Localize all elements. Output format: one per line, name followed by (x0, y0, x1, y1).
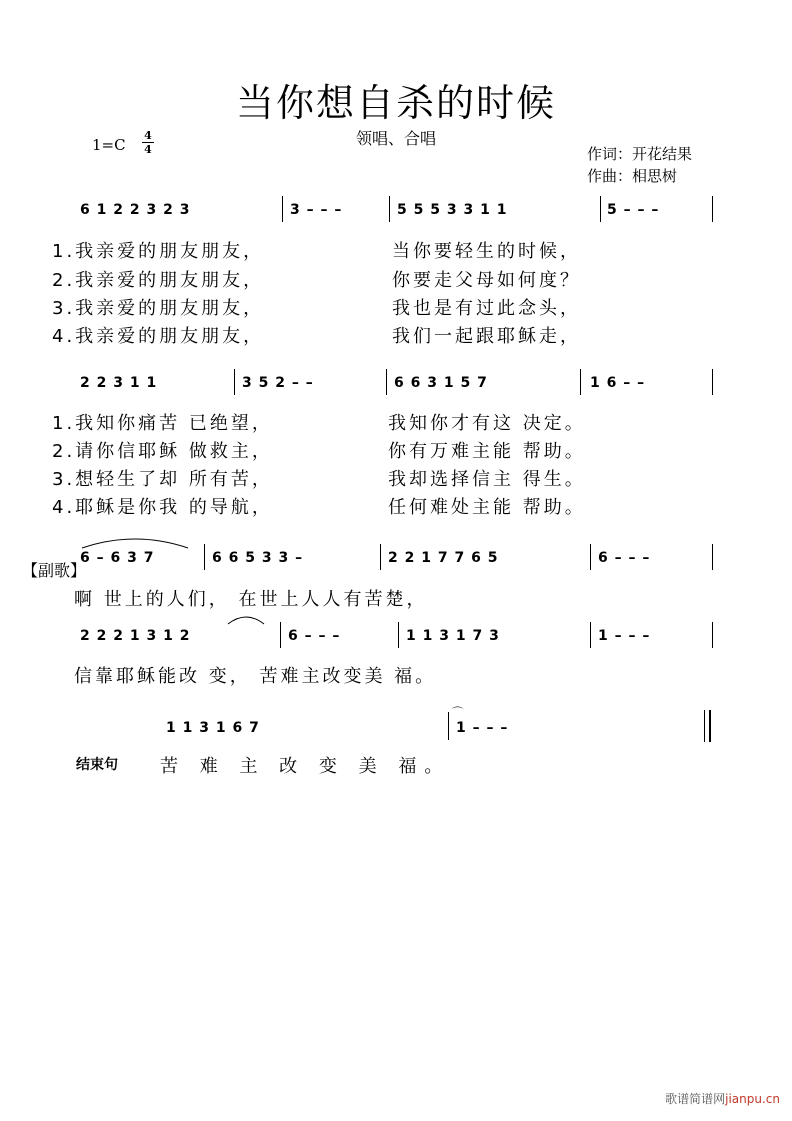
time-signature-top: 4 (144, 129, 152, 142)
chorus-measure-8: 1 – – – (598, 628, 651, 644)
chorus-measure-2: 6 6 5 3 3 – (212, 550, 304, 566)
ending-label: 结束句 (76, 757, 118, 773)
chorus-label: 【副歌】 (22, 561, 87, 580)
verse3-line2-right: 我却选择信主 得生。 (388, 469, 586, 490)
time-signature (142, 130, 154, 155)
watermark-text: 歌谱简谱网 (665, 1092, 726, 1106)
verse2-line1-right: 你要走父母如何度？ (392, 270, 581, 291)
verse1-line1-right: 当你要轻生的时候， (392, 241, 581, 262)
verse1-line2-left: 1.我知你痛苦 已绝望， (52, 413, 273, 434)
composer-credit: 作曲：相思树 (587, 167, 678, 185)
measure-2: 3 – – – (290, 202, 343, 218)
chorus-measure-1: 6 – 6 3 7 (80, 550, 155, 566)
watermark (665, 1090, 780, 1107)
verse4-line1-right: 我们一起跟耶稣走， (392, 326, 581, 347)
ending-lyrics: 苦 难 主 改 变 美 福。 (160, 756, 451, 777)
watermark-url: jianpu.cn (725, 1092, 780, 1106)
chorus-lyrics-1: 啊 世上的人们， 在世上人人有苦楚， (74, 589, 428, 610)
fermata-icon: ⌒ (452, 706, 463, 719)
verse1-line1-left: 1.我亲爱的朋友朋友， (52, 241, 265, 262)
slur-arc (226, 614, 266, 626)
chorus-measure-7: 1 1 3 1 7 3 (406, 628, 500, 644)
measure-8: 1 6 – – (590, 375, 646, 391)
verse4-line1-left: 4.我亲爱的朋友朋友， (52, 326, 265, 347)
measure-7: 6 6 3 1 5 7 (394, 375, 488, 391)
verse3-line1-right: 我也是有过此念头， (392, 298, 581, 319)
measure-1: 6 1 2 2 3 2 3 (80, 202, 191, 218)
chorus-measure-5: 2 2 2 1 3 1 2 (80, 628, 191, 644)
ending-measure-1: 1 1 3 1 6 7 (166, 720, 260, 736)
verse4-line2-right: 任何难处主能 帮助。 (388, 497, 586, 518)
ending-measure-2: 1 – – – (456, 720, 509, 736)
verse4-line2-left: 4.耶稣是你我 的导航， (52, 497, 273, 518)
time-signature-bottom: 4 (144, 143, 152, 156)
tie-arc (80, 536, 190, 550)
verse2-line2-right: 你有万难主能 帮助。 (388, 441, 586, 462)
chorus-measure-4: 6 – – – (598, 550, 651, 566)
chorus-measure-6: 6 – – – (288, 628, 341, 644)
measure-3: 5 5 5 3 3 1 1 (397, 202, 508, 218)
song-title: 当你想自杀的时候 (235, 81, 556, 125)
verse1-line2-right: 我知你才有这 决定。 (388, 413, 586, 434)
key-signature: 1=C (92, 136, 126, 154)
verse3-line1-left: 3.我亲爱的朋友朋友， (52, 298, 265, 319)
measure-6: 3 5 2 – – (242, 375, 314, 391)
performance-note: 领唱、合唱 (355, 129, 436, 148)
lyricist-credit: 作词：开花结果 (587, 145, 693, 163)
verse3-line2-left: 3.想轻生了却 所有苦， (52, 469, 273, 490)
verse2-line2-left: 2.请你信耶稣 做救主， (52, 441, 273, 462)
verse2-line1-left: 2.我亲爱的朋友朋友， (52, 270, 265, 291)
chorus-measure-3: 2 2 1 7 7 6 5 (388, 550, 499, 566)
measure-5: 2 2 3 1 1 (80, 375, 158, 391)
chorus-lyrics-2: 信靠耶稣能改 变， 苦难主改变美 福。 (74, 666, 437, 687)
measure-4: 5 – – – (607, 202, 660, 218)
